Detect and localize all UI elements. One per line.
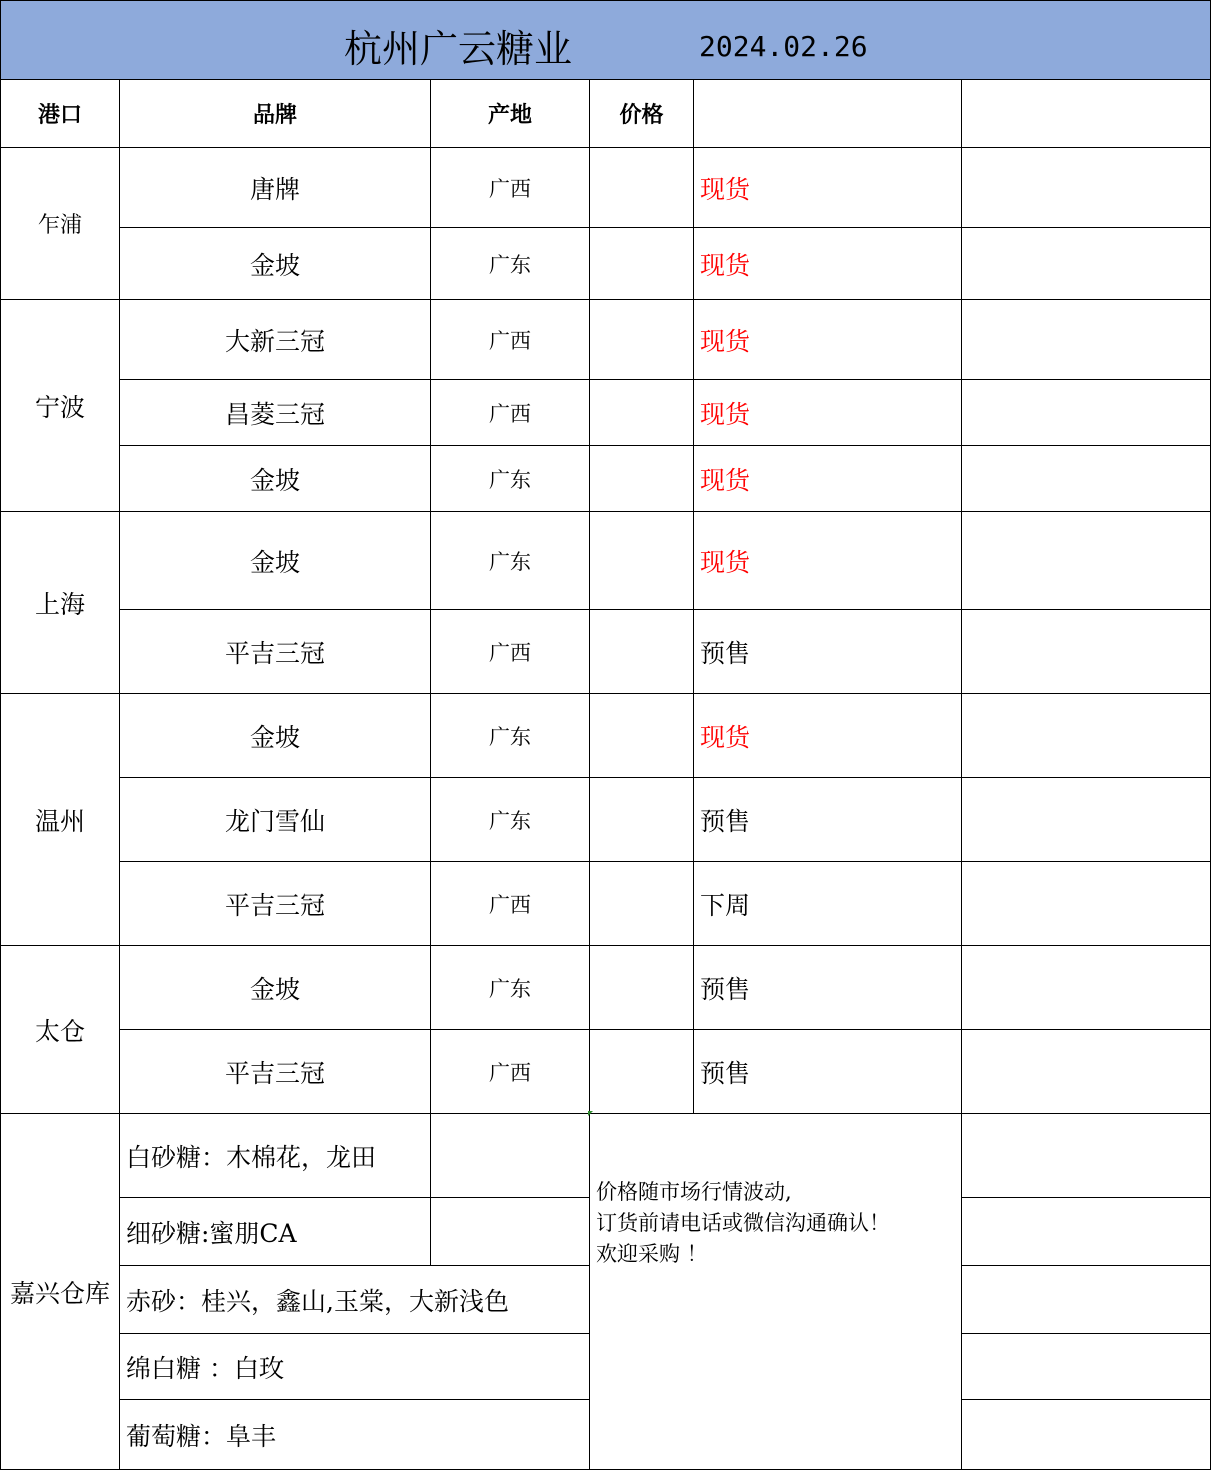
table-row-brand: 龙门雪仙	[119, 777, 431, 862]
table-row-origin: 广西	[430, 861, 590, 946]
table-row-status: 现货	[693, 379, 962, 446]
table-row-price	[589, 299, 694, 380]
header-price: 价格	[589, 79, 694, 148]
warehouse-extra	[961, 1265, 1211, 1334]
table-row-extra	[961, 777, 1211, 862]
table-row-status: 预售	[693, 945, 962, 1030]
warehouse-extra	[961, 1197, 1211, 1266]
table-row-status: 现货	[693, 147, 962, 228]
table-row-origin: 广东	[430, 511, 590, 610]
table-row-extra	[961, 379, 1211, 446]
table-row-origin: 广西	[430, 379, 590, 446]
table-row-extra	[961, 299, 1211, 380]
table-row-price	[589, 227, 694, 300]
table-row-price	[589, 777, 694, 862]
port-shanghai: 上海	[0, 511, 120, 694]
sheet-date: 2024.02.26	[699, 30, 868, 63]
table-row-brand: 平吉三冠	[119, 1029, 431, 1114]
warehouse-product: 细砂糖:蜜朋CA	[119, 1197, 431, 1266]
table-row-brand: 金坡	[119, 945, 431, 1030]
table-row-status: 预售	[693, 777, 962, 862]
table-row-status: 预售	[693, 609, 962, 694]
company-title: 杭州广云糖业	[344, 27, 573, 71]
table-row-extra	[961, 511, 1211, 610]
title-bar	[0, 0, 1211, 80]
port-ningbo: 宁波	[0, 299, 120, 512]
table-row-origin: 广东	[430, 693, 590, 778]
port-taicang: 太仓	[0, 945, 120, 1114]
table-row-price	[589, 861, 694, 946]
table-row-price	[589, 379, 694, 446]
warehouse-product: 白砂糖：木棉花，龙田	[119, 1113, 431, 1198]
table-row-origin: 广西	[430, 1029, 590, 1114]
port-wenzhou: 温州	[0, 693, 120, 946]
notice-line: 订货前请电话或微信沟通确认！	[596, 1211, 890, 1235]
table-row-brand: 金坡	[119, 445, 431, 512]
table-row-status: 现货	[693, 445, 962, 512]
warehouse-product: 赤砂：桂兴，鑫山,玉棠，大新浅色	[119, 1265, 590, 1334]
header-col6	[961, 79, 1211, 148]
table-row-price	[589, 147, 694, 228]
notice-line: 欢迎采购 ！	[596, 1242, 708, 1266]
table-row-brand: 金坡	[119, 693, 431, 778]
table-row-brand: 大新三冠	[119, 299, 431, 380]
warehouse-blank	[430, 1197, 590, 1266]
table-row-price	[589, 945, 694, 1030]
table-row-status: 预售	[693, 1029, 962, 1114]
header-origin: 产地	[430, 79, 590, 148]
table-row-extra	[961, 945, 1211, 1030]
warehouse-extra	[961, 1399, 1211, 1470]
warehouse-product: 葡萄糖：阜丰	[119, 1399, 590, 1470]
table-row-brand: 唐牌	[119, 147, 431, 228]
table-row-brand: 昌菱三冠	[119, 379, 431, 446]
table-row-origin: 广东	[430, 945, 590, 1030]
warehouse-product: 绵白糖 ：白玫	[119, 1333, 590, 1400]
table-row-origin: 广东	[430, 445, 590, 512]
table-row-status: 现货	[693, 299, 962, 380]
header-port: 港口	[0, 79, 120, 148]
table-row-brand: 金坡	[119, 511, 431, 610]
warehouse-blank	[430, 1113, 590, 1198]
table-row-brand: 平吉三冠	[119, 609, 431, 694]
table-row-price	[589, 511, 694, 610]
table-row-status: 现货	[693, 227, 962, 300]
table-row-origin: 广西	[430, 299, 590, 380]
table-row-extra	[961, 1029, 1211, 1114]
header-col5	[693, 79, 962, 148]
table-row-extra	[961, 693, 1211, 778]
table-row-extra	[961, 445, 1211, 512]
table-row-status: 现货	[693, 511, 962, 610]
table-row-origin: 广东	[430, 777, 590, 862]
table-row-extra	[961, 227, 1211, 300]
price-notice	[589, 1113, 962, 1470]
table-row-price	[589, 445, 694, 512]
table-row-extra	[961, 861, 1211, 946]
table-row-price	[589, 609, 694, 694]
warehouse-extra	[961, 1113, 1211, 1198]
table-row-origin: 广西	[430, 609, 590, 694]
table-row-extra	[961, 147, 1211, 228]
table-row-brand: 金坡	[119, 227, 431, 300]
header-brand: 品牌	[119, 79, 431, 148]
comment-marker-icon	[588, 1111, 593, 1116]
table-row-origin: 广东	[430, 227, 590, 300]
table-row-status: 现货	[693, 693, 962, 778]
table-row-status: 下周	[693, 861, 962, 946]
table-row-price	[589, 693, 694, 778]
table-row-price	[589, 1029, 694, 1114]
warehouse-extra	[961, 1333, 1211, 1400]
table-row-extra	[961, 609, 1211, 694]
port-jiaxing: 嘉兴仓库	[0, 1113, 120, 1470]
notice-line: 价格随市场行情波动,	[596, 1180, 792, 1204]
table-row-brand: 平吉三冠	[119, 861, 431, 946]
table-row-origin: 广西	[430, 147, 590, 228]
port-zhapu: 乍浦	[0, 147, 120, 300]
